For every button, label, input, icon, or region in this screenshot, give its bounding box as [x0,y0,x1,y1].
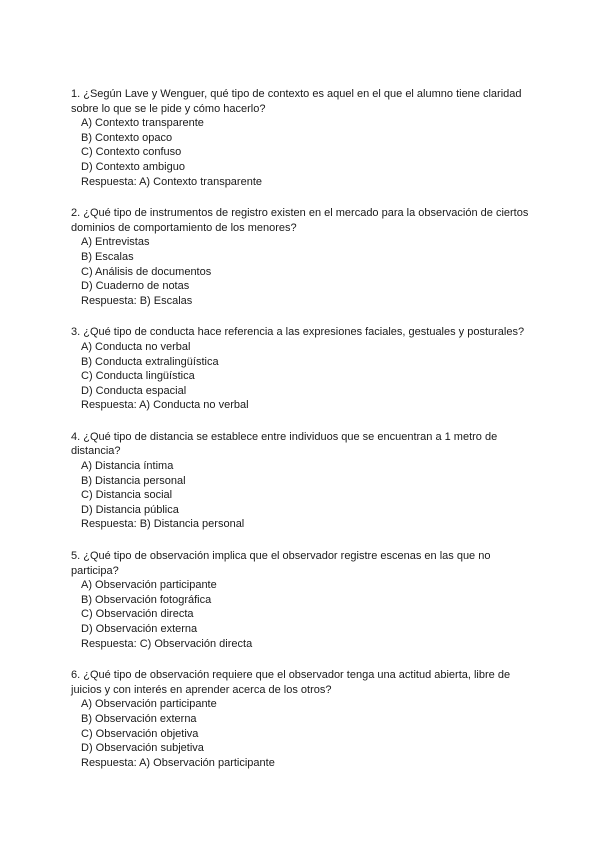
option-a: A) Observación participante [81,579,217,592]
option-b: B) Distancia personal [81,474,186,487]
answer-text: Respuesta: B) Distancia personal [81,518,245,531]
option-c: C) Observación objetiva [81,727,199,740]
question-text: 3. ¿Qué tipo de conducta hace referencia a las expresiones faciales, gestuales y posturales? [71,326,525,339]
answer-text: Respuesta: A) Observación participante [81,756,275,769]
option-a: A) Observación participante [81,698,217,711]
question-block [71,87,531,189]
option-a: A) Contexto transparente [81,117,204,130]
option-a: A) Entrevistas [81,236,150,249]
option-b: B) Observación externa [81,712,197,725]
question-block [71,549,531,651]
question-text: 1. ¿Según Lave y Wenguer, qué tipo de contexto es aquel en el que el alumno tiene claridad sobre lo que se le pide y cómo hacerlo? [71,88,522,115]
answer-text: Respuesta: B) Escalas [81,294,193,307]
option-c: C) Conducta lingüística [81,370,195,383]
option-d: D) Cuaderno de notas [81,280,190,293]
option-b: B) Escalas [81,250,134,263]
option-b: B) Conducta extralingüística [81,355,219,368]
question-text: 5. ¿Qué tipo de observación implica que el observador registre escenas en las que no participa? [71,550,491,577]
answer-text: Respuesta: C) Observación directa [81,637,253,650]
answer-text: Respuesta: A) Contexto transparente [81,175,262,188]
option-a: A) Distancia íntima [81,460,174,473]
option-a: A) Conducta no verbal [81,340,191,353]
option-d: D) Distancia pública [81,503,179,516]
question-text: 4. ¿Qué tipo de distancia se establece entre individuos que se encuentran a 1 metro de distancia? [71,430,498,458]
option-c: C) Distancia social [81,489,173,502]
question-block [71,206,531,308]
option-d: D) Contexto ambiguo [81,160,185,173]
option-c: C) Contexto confuso [81,146,182,159]
question-text: 6. ¿Qué tipo de observación requiere que el observador tenga una actitud abierta, libre de juicios y con interés en aprender acerca de los otros? [71,669,511,696]
question-block [71,325,531,413]
question-block [71,668,531,770]
answer-text: Respuesta: A) Conducta no verbal [81,399,249,412]
question-list [71,87,531,787]
question-block [71,430,531,532]
option-d: D) Observación subjetiva [81,742,204,755]
option-c: C) Análisis de documentos [81,265,212,278]
question-text: 2. ¿Qué tipo de instrumentos de registro existen en el mercado para la observación de ciertos dominios de comportamiento de los menores? [71,207,529,234]
option-b: B) Observación fotográfica [81,593,212,606]
option-c: C) Observación directa [81,608,194,621]
option-d: D) Observación externa [81,623,198,635]
option-b: B) Contexto opaco [81,131,173,144]
option-d: D) Conducta espacial [81,384,187,397]
